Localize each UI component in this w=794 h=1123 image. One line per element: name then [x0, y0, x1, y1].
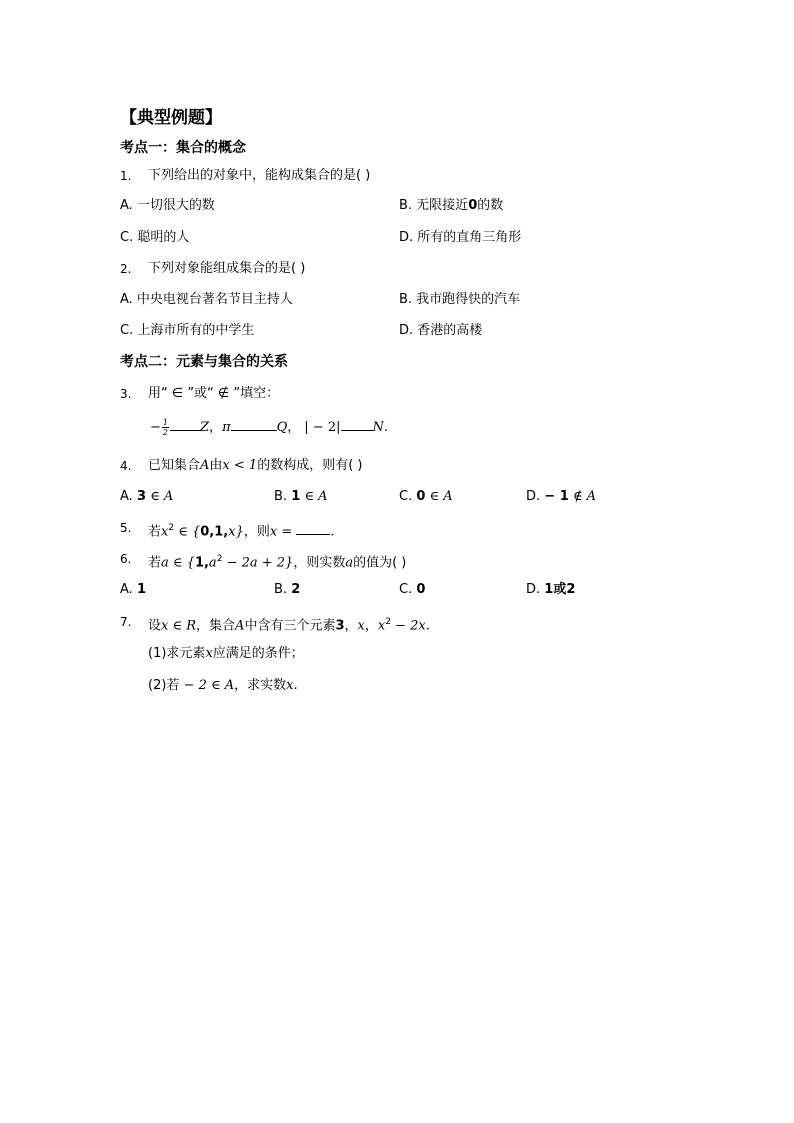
page-title: 【典型例题】 — [120, 108, 222, 128]
question-number: 6. — [120, 552, 132, 566]
question-number: 1. — [120, 169, 132, 183]
section-heading-concept: 考点一：集合的概念 — [120, 140, 246, 156]
question-stem: 用“ ∈ ”或“ ∉ ”填空： — [148, 386, 280, 401]
fraction: $\frac{1}{2}$ — [162, 418, 168, 437]
option-d: D. 所有的直角三角形 — [399, 230, 522, 245]
question-stem: 下列给出的对象中，能构成集合的是( ) — [148, 168, 371, 183]
question-3-blanks — [0, 418, 794, 444]
option-a: A. 一切很大的数 — [120, 198, 215, 213]
section-heading-relation: 考点二：元素与集合的关系 — [120, 354, 288, 370]
question-6 — [0, 549, 794, 580]
question-1-options-row-2 — [0, 228, 794, 259]
option-b: B. 1 ∈ A — [274, 489, 328, 504]
question-7-part-1 — [0, 644, 794, 675]
option-c: C. 0 ∈ A — [399, 489, 453, 504]
option-a: A. 中央电视台著名节目主持人 — [120, 292, 293, 307]
question-7-part-2 — [0, 676, 794, 707]
question-stem: 已知集合A由x < 1的数构成，则有( ) — [148, 458, 363, 473]
option-a: A. 3 ∈ A — [120, 489, 174, 504]
sub-question: (2)若 − 2 ∈ A，求实数x. — [148, 678, 298, 693]
question-6-options — [0, 580, 794, 611]
option-a: A. 1 — [120, 582, 146, 597]
option-c: C. 0 — [399, 582, 426, 597]
question-stem: 若$x^2$ ∈ {0,1,x}，则x = . — [148, 523, 335, 540]
fill-blank-expression: − $\frac{1}{2}$ Z，π Q， | − 2| N. — [150, 418, 389, 437]
question-number: 5. — [120, 521, 132, 535]
question-2-options-row-2 — [0, 321, 794, 352]
option-c: C. 聪明的人 — [120, 230, 190, 245]
question-1-options-row-1 — [0, 196, 794, 227]
option-d: D. − 1 ∉ A — [526, 489, 597, 504]
question-5 — [0, 518, 794, 549]
question-4 — [0, 456, 794, 487]
option-b: B. 2 — [274, 582, 301, 597]
question-2 — [0, 259, 794, 290]
question-number: 4. — [120, 459, 132, 473]
question-2-options-row-1 — [0, 290, 794, 321]
sub-question: (1)求元素x应满足的条件； — [148, 646, 304, 661]
question-number: 3. — [120, 387, 132, 401]
question-4-options — [0, 487, 794, 518]
question-3 — [0, 384, 794, 415]
question-number: 7. — [120, 615, 132, 629]
question-number: 2. — [120, 262, 132, 276]
question-stem: 设x ∈ R，集合A中含有三个元素3，x，$x^2 - 2x$. — [148, 617, 430, 634]
answer-blank[interactable] — [341, 418, 373, 431]
question-stem: 下列对象能组成集合的是( ) — [148, 261, 306, 276]
option-c: C. 上海市所有的中学生 — [120, 323, 255, 338]
option-d: D. 香港的高楼 — [399, 323, 483, 338]
option-b: B. 我市跑得快的汽车 — [399, 292, 521, 307]
answer-blank[interactable] — [170, 418, 200, 431]
answer-blank[interactable] — [296, 522, 330, 535]
question-stem: 若a ∈ $\{1,a^2 - 2a + 2\}$，则实数a的值为( ) — [148, 554, 407, 571]
option-d: D. 1或2 — [526, 582, 576, 597]
option-b: B. 无限接近0的数 — [399, 198, 504, 213]
question-7 — [0, 612, 794, 643]
answer-blank[interactable] — [231, 418, 277, 431]
question-1 — [0, 166, 794, 197]
